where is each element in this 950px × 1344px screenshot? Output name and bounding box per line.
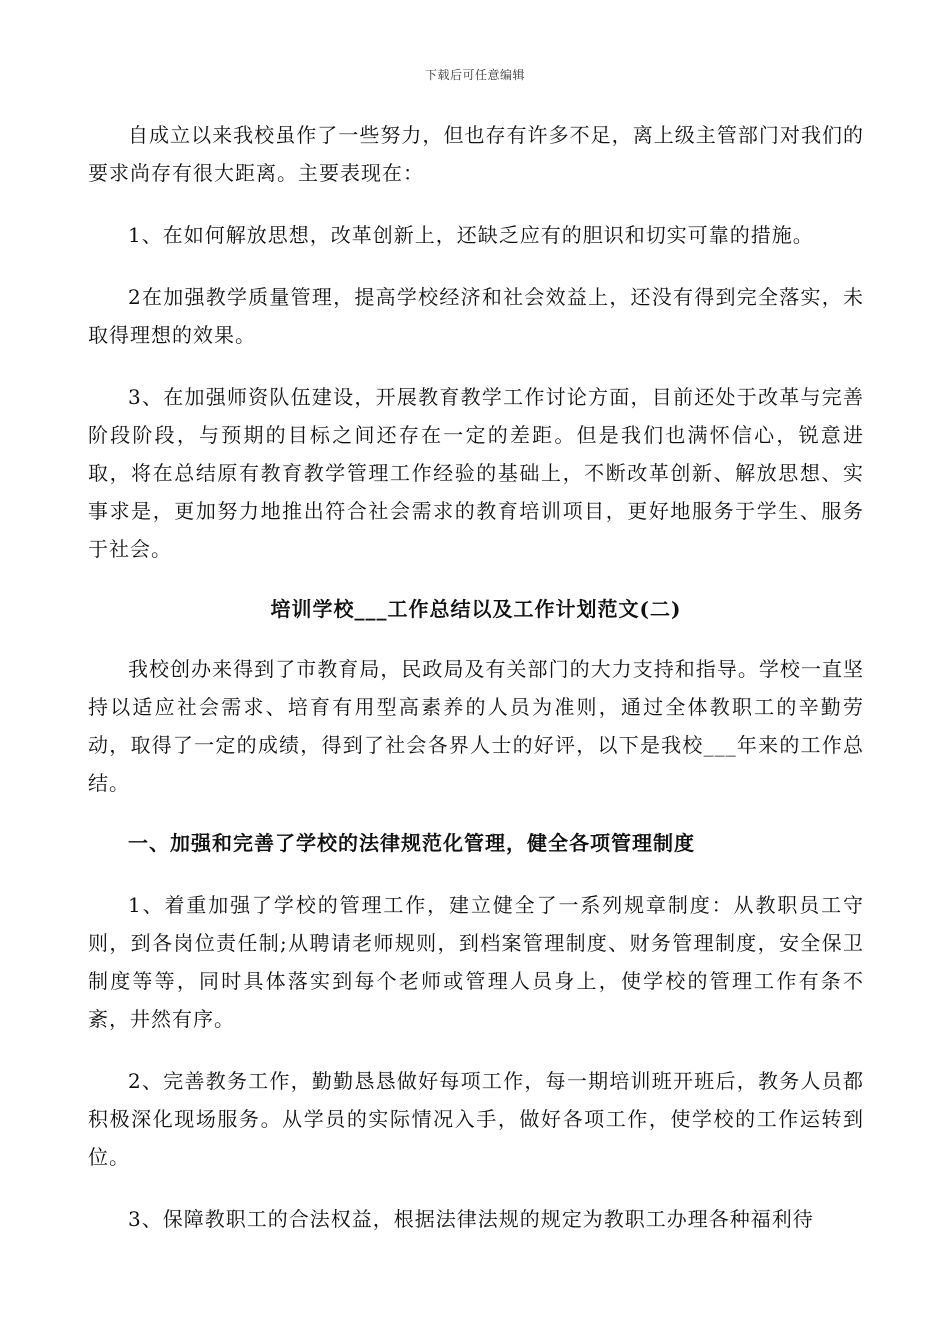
paragraph-section1-item-1: 1、着重加强了学校的管理工作，建立健全了一系列规章制度：从教职员工守则，到各岗位责任制;从聘请老师规则，到档案管理制度、财务管理制度，安全保卫制度等等，同时具体落实到每个老师或管理人员身上，使学校的管理工作有条不紊，井然有序。 xyxy=(88,893,864,1031)
paragraph-point-3: 3、在加强师资队伍建设，开展教育教学工作讨论方面，目前还处于改革与完善阶段阶段，与预期的目标之间还存在一定的差距。但是我们也满怀信心，锐意进取，将在总结原有教育教学管理工作经验的基础上，不断改革创新、解放思想、实事求是，更加努力地推出符合社会需求的教育培训项目，更好地服务于学生、服务于社会。 xyxy=(88,385,864,561)
paragraph-intro: 自成立以来我校虽作了一些努力，但也存有许多不足，离上级主管部门对我们的要求尚存有很大距离。主要表现在： xyxy=(88,123,864,185)
section-heading-1: 一、加强和完善了学校的法律规范化管理，健全各项管理制度 xyxy=(128,831,695,855)
document-body xyxy=(88,116,864,1262)
paragraph-summary-intro: 我校创办来得到了市教育局，民政局及有关部门的大力支持和指导。学校一直坚持以适应社会需求、培育有用型高素养的人员为准则，通过全体教职工的辛勤劳动，取得了一定的成绩，得到了社会各界人士的好评，以下是我校___年来的工作总结。 xyxy=(88,657,864,795)
paragraph-point-1: 1、在如何解放思想，改革创新上，还缺乏应有的胆识和切实可靠的措施。 xyxy=(128,223,814,247)
document-title: 培训学校___工作总结以及工作计划范文(二) xyxy=(270,597,682,621)
paragraph-section1-item-3: 3、保障教职工的合法权益，根据法律法规的规定为教职工办理各种福利待 xyxy=(128,1207,814,1231)
paragraph-section1-item-2: 2、完善教务工作，勤勤恳恳做好每项工作，每一期培训班开班后，教务人员都积极深化现场服务。从学员的实际情况入手，做好各项工作，使学校的工作运转到位。 xyxy=(88,1069,864,1169)
paragraph-point-2: 2在加强教学质量管理，提高学校经济和社会效益上，还没有得到完全落实，未取得理想的效果。 xyxy=(88,285,864,347)
header-note: 下载后可任意编辑 xyxy=(424,68,525,82)
